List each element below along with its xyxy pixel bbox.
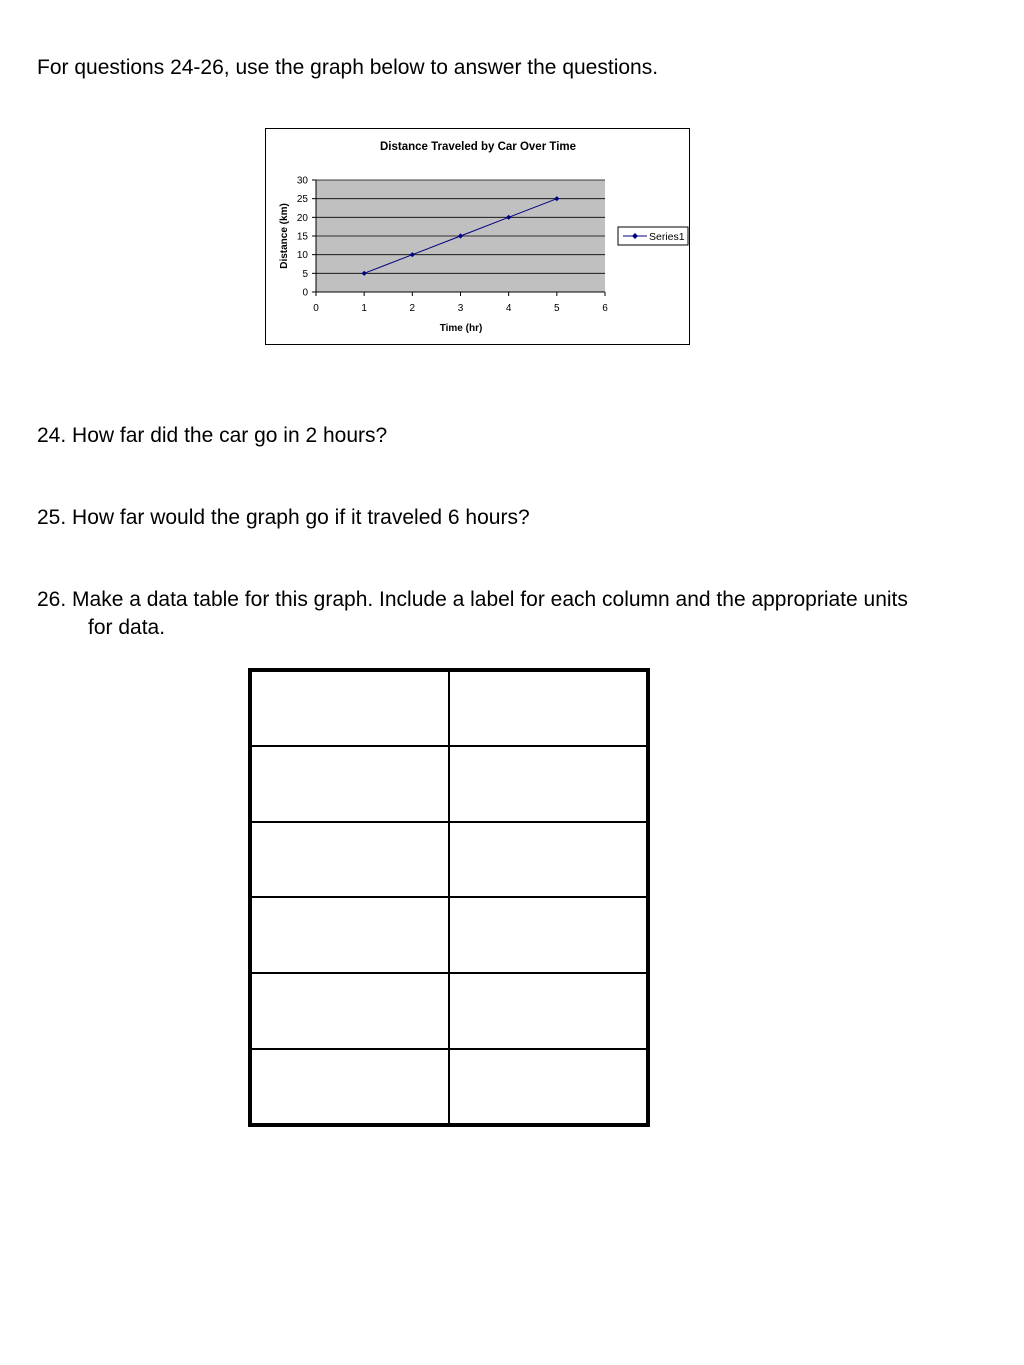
table-cell bbox=[250, 897, 449, 973]
table-cell bbox=[250, 746, 449, 822]
y-tick-label: 15 bbox=[296, 231, 308, 243]
question-26-continuation: for data. bbox=[88, 616, 166, 639]
table-row bbox=[250, 746, 648, 822]
x-tick-label: 3 bbox=[457, 303, 464, 314]
table-row bbox=[250, 973, 648, 1049]
x-tick-label: 6 bbox=[602, 303, 608, 314]
table-cell bbox=[449, 670, 648, 746]
x-tick-label: 1 bbox=[361, 303, 367, 314]
table-cell bbox=[250, 822, 449, 898]
y-tick-label: 30 bbox=[296, 175, 308, 187]
table-cell bbox=[449, 1049, 648, 1125]
question-26: 26. Make a data table for this graph. Include a label for each column and the appropriate units bbox=[37, 588, 908, 611]
y-axis-label: Distance (km) bbox=[279, 203, 290, 269]
table-cell bbox=[250, 1049, 449, 1125]
chart-title: Distance Traveled by Car Over Time bbox=[379, 141, 577, 153]
chart-svg bbox=[266, 129, 691, 346]
line-chart bbox=[265, 128, 690, 345]
instructions-text: For questions 24-26, use the graph below to answer the questions. bbox=[37, 56, 659, 79]
x-tick-label: 0 bbox=[313, 303, 319, 314]
table-row bbox=[250, 1049, 648, 1125]
x-tick-label: 5 bbox=[554, 303, 560, 314]
table-cell bbox=[449, 746, 648, 822]
question-24: 24. How far did the car go in 2 hours? bbox=[37, 424, 388, 447]
blank-data-table bbox=[248, 668, 650, 1127]
table-cell bbox=[449, 897, 648, 973]
question-25: 25. How far would the graph go if it traveled 6 hours? bbox=[37, 506, 530, 529]
table-row bbox=[250, 670, 648, 746]
table-cell bbox=[250, 670, 449, 746]
table-cell bbox=[449, 973, 648, 1049]
y-tick-label: 10 bbox=[296, 250, 308, 262]
table-row bbox=[250, 897, 648, 973]
y-tick-label: 20 bbox=[296, 212, 308, 224]
table-cell bbox=[250, 973, 449, 1049]
table-cell bbox=[449, 822, 648, 898]
legend-label: Series1 bbox=[649, 231, 685, 243]
chart-legend bbox=[618, 227, 688, 245]
x-axis-ticks bbox=[313, 292, 608, 314]
x-axis-label: Time (hr) bbox=[439, 323, 483, 334]
x-tick-label: 2 bbox=[409, 303, 416, 314]
x-tick-label: 4 bbox=[505, 303, 512, 314]
y-tick-label: 0 bbox=[302, 287, 308, 299]
table-row bbox=[250, 822, 648, 898]
y-axis-ticks bbox=[297, 176, 316, 299]
y-tick-label: 25 bbox=[296, 194, 308, 206]
y-tick-label: 5 bbox=[302, 268, 308, 280]
